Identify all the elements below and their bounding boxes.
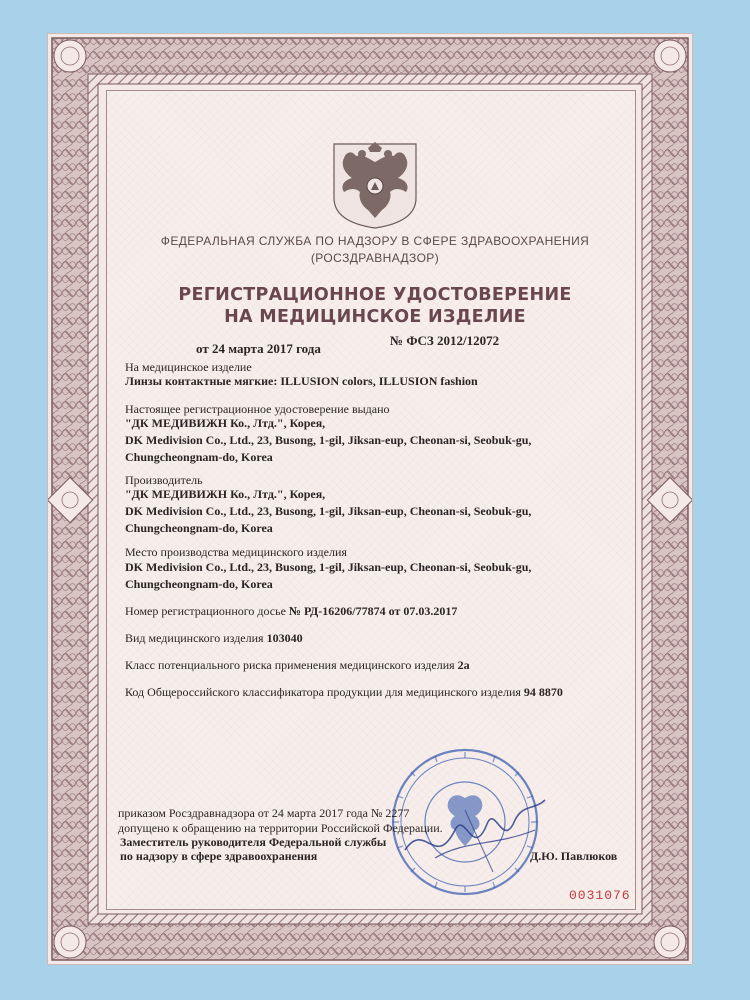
- production-site-label: Место производства медицинского изделия: [125, 545, 347, 559]
- risk-class-label: Класс потенциального риска применения медицинского изделия: [125, 658, 458, 672]
- device-type-label: Вид медицинского изделия: [125, 631, 267, 645]
- certificate-subtitle: НА МЕДИЦИНСКОЕ ИЗДЕЛИЕ: [224, 307, 526, 327]
- certificate-number: № ФСЗ 2012/12072: [390, 333, 500, 348]
- production-site-line: DK Medivision Co., Ltd., 23, Busong, 1-gil, Jiksan-eup, Cheonan-si, Seobuk-gu,: [125, 560, 532, 574]
- certificate-date: от 24 марта 2017 года: [196, 341, 321, 356]
- agency-abbreviation: (РОСЗДРАВНАДЗОР): [310, 251, 440, 265]
- order-line: приказом Росздравнадзора от 24 марта 2017 года № 2277: [118, 806, 410, 820]
- okp-code-row: [125, 685, 563, 700]
- serial-number: 0031076: [569, 888, 631, 903]
- manufacturer-label: Производитель: [125, 473, 203, 487]
- device-type-row: [125, 631, 303, 646]
- product-label: На медицинское изделие: [125, 360, 252, 374]
- issued-to-label: Настоящее регистрационное удостоверение выдано: [125, 402, 390, 416]
- agency-name: ФЕДЕРАЛЬНАЯ СЛУЖБА ПО НАДЗОРУ В СФЕРЕ ЗДРАВООХРАНЕНИЯ: [160, 234, 590, 248]
- manufacturer-line: Chungcheongnam-do, Korea: [125, 521, 273, 535]
- order-line: допущено к обращению на территории Российской Федерации.: [118, 821, 443, 835]
- okp-code-value: 94 8870: [523, 685, 563, 699]
- risk-class-row: [125, 658, 470, 673]
- dossier-label: Номер регистрационного досье: [125, 604, 289, 618]
- dossier-row: [125, 604, 457, 619]
- issued-to-line: DK Medivision Co., Ltd., 23, Busong, 1-gil, Jiksan-eup, Cheonan-si, Seobuk-gu,: [125, 433, 532, 447]
- production-site-line: Chungcheongnam-do, Korea: [125, 577, 273, 591]
- double-headed-eagle-emblem-icon: [332, 140, 418, 230]
- manufacturer-line: DK Medivision Co., Ltd., 23, Busong, 1-gil, Jiksan-eup, Cheonan-si, Seobuk-gu,: [125, 504, 532, 518]
- okp-code-label: Код Общероссийского классификатора продукции для медицинского изделия: [125, 685, 524, 699]
- issued-to-line: Chungcheongnam-do, Korea: [125, 450, 273, 464]
- issued-to-line: "ДК МЕДИВИЖН Ко., Лтд.", Корея,: [125, 416, 326, 430]
- signatory-title: Заместитель руководителя Федеральной службы: [120, 835, 387, 849]
- product-value: Линзы контактные мягкие: ILLUSION colors, ILLUSION fashion: [125, 374, 478, 388]
- signatory-title: по надзору в сфере здравоохранения: [120, 849, 318, 863]
- dossier-value: № РД-16206/77874 от 07.03.2017: [288, 604, 458, 618]
- manufacturer-line: "ДК МЕДИВИЖН Ко., Лтд.", Корея,: [125, 487, 326, 501]
- device-type-value: 103040: [266, 631, 303, 645]
- risk-class-value: 2а: [457, 658, 470, 672]
- signatory-name: Д.Ю. Павлюков: [530, 849, 618, 863]
- certificate-title: РЕГИСТРАЦИОННОЕ УДОСТОВЕРЕНИЕ: [178, 285, 572, 305]
